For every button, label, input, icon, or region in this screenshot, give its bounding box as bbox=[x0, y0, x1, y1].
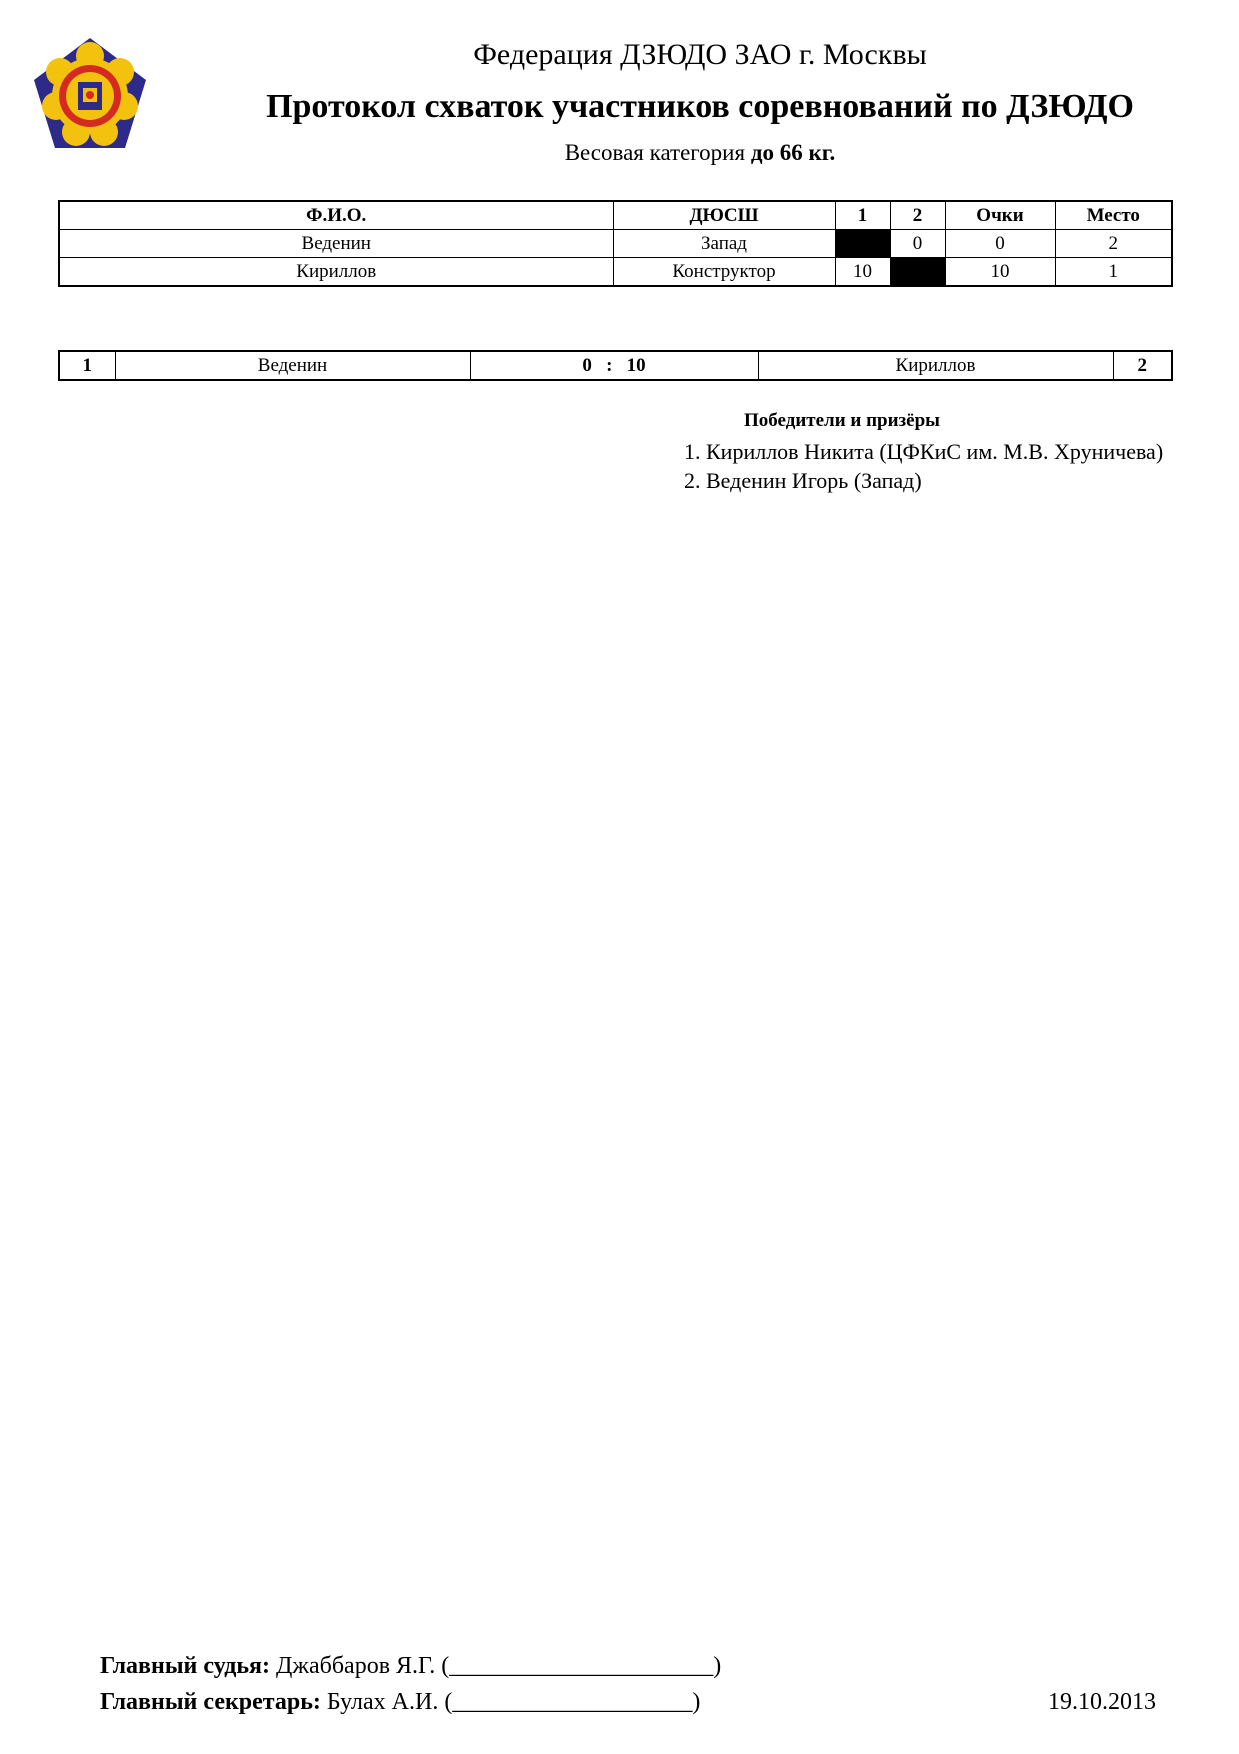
chief-judge-line bbox=[100, 1653, 721, 1680]
blocked-cell bbox=[890, 258, 945, 287]
bout-right-number: 2 bbox=[1113, 351, 1172, 380]
results-table bbox=[58, 200, 1173, 287]
list-item: 2. Веденин Игорь (Запад) bbox=[684, 468, 922, 493]
page-title: Протокол схваток участников соревнований по ДЗЮДО bbox=[266, 88, 1134, 125]
participant-points: 0 bbox=[945, 230, 1055, 258]
table-row bbox=[59, 230, 1172, 258]
col-name-header: Ф.И.О. bbox=[59, 201, 613, 230]
chief-secretary-value: Булах А.И. (____________________) bbox=[326, 1689, 701, 1715]
bout-left-number: 1 bbox=[59, 351, 115, 380]
weight-category-label: Весовая категория bbox=[564, 140, 746, 165]
bout-right-name: Кириллов bbox=[758, 351, 1113, 380]
participant-points: 10 bbox=[945, 258, 1055, 287]
bout-left-score: 0 bbox=[582, 355, 592, 376]
col-school-header: ДЮСШ bbox=[613, 201, 835, 230]
col-place-header: Место bbox=[1055, 201, 1172, 230]
bout-row bbox=[59, 351, 1172, 380]
winners-list bbox=[684, 437, 1163, 495]
bout-score-separator: : bbox=[606, 355, 613, 376]
weight-category bbox=[200, 140, 1200, 166]
participant-name: Кириллов bbox=[59, 258, 613, 287]
chief-secretary-line bbox=[100, 1689, 700, 1716]
results-header-row bbox=[59, 201, 1172, 230]
list-item: 1. Кириллов Никита (ЦФКиС им. М.В. Хруничева) bbox=[684, 439, 1164, 464]
federation-name: Федерация ДЗЮДО ЗАО г. Москвы bbox=[473, 38, 927, 71]
col-2-header: 2 bbox=[890, 201, 945, 230]
bout-left-name: Веденин bbox=[115, 351, 470, 380]
participant-school: Запад bbox=[613, 230, 835, 258]
bout-score bbox=[470, 351, 758, 380]
score-vs-2: 0 bbox=[890, 230, 945, 258]
chief-judge-label: Главный судья: bbox=[100, 1653, 271, 1679]
participant-name: Веденин bbox=[59, 230, 613, 258]
document-date: 19.10.2013 bbox=[1048, 1689, 1156, 1715]
federation-emblem bbox=[32, 36, 148, 152]
bout-right-score: 10 bbox=[626, 355, 646, 376]
score-vs-1: 10 bbox=[835, 258, 890, 287]
participant-place: 1 bbox=[1055, 258, 1172, 287]
chief-secretary-label: Главный секретарь: bbox=[100, 1689, 321, 1715]
participant-place: 2 bbox=[1055, 230, 1172, 258]
participant-school: Конструктор bbox=[613, 258, 835, 287]
col-points-header: Очки bbox=[945, 201, 1055, 230]
chief-judge-value: Джаббаров Я.Г. (______________________) bbox=[276, 1653, 722, 1679]
col-1-header: 1 bbox=[835, 201, 890, 230]
weight-category-value: до 66 кг. bbox=[750, 140, 836, 165]
winners-title: Победители и призёры bbox=[744, 410, 941, 431]
bout-table bbox=[58, 350, 1173, 381]
blocked-cell bbox=[835, 230, 890, 258]
table-row bbox=[59, 258, 1172, 287]
